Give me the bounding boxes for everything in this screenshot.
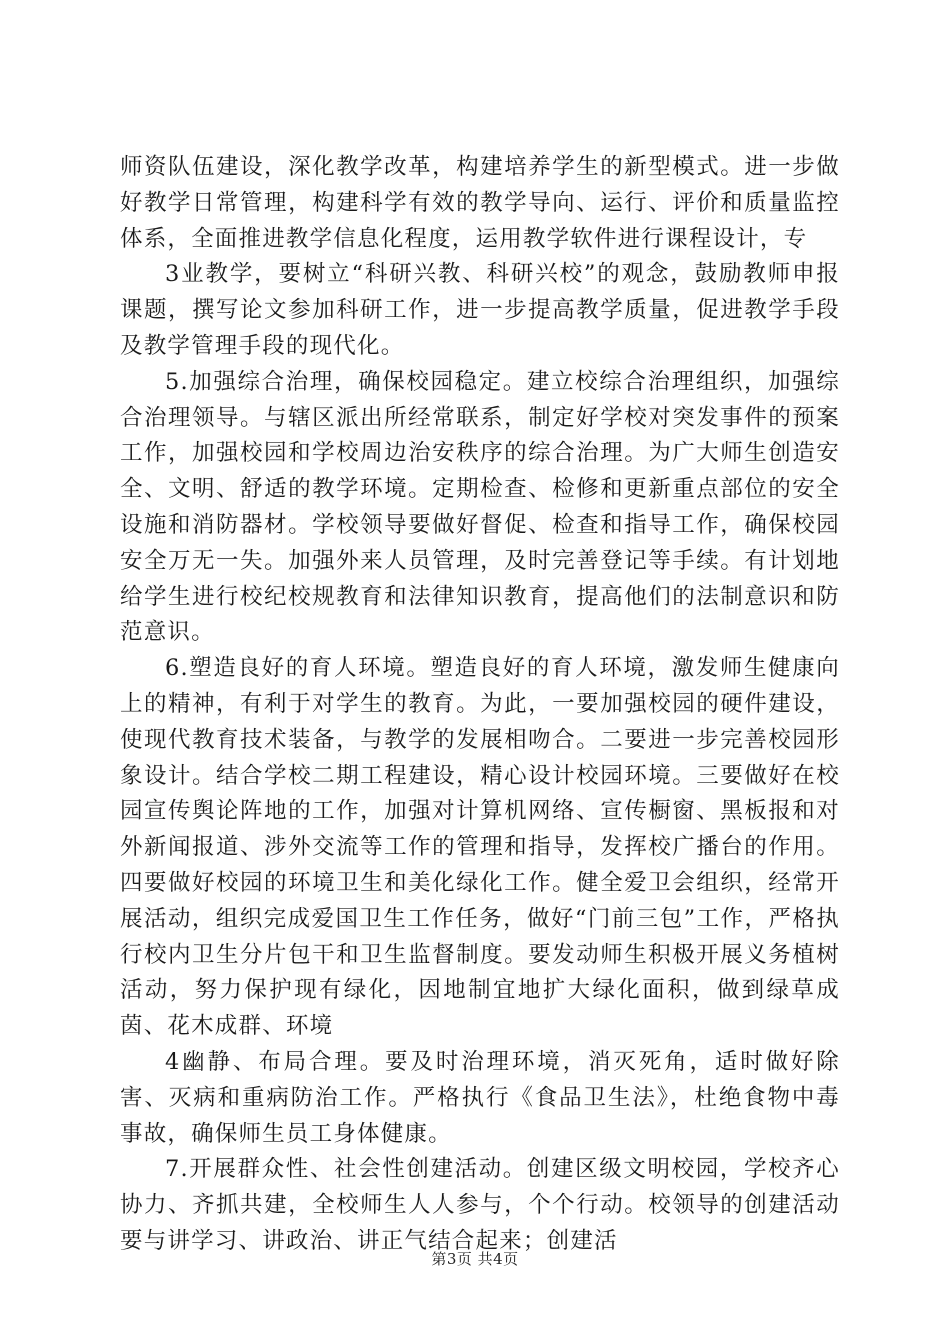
paragraph-research: 3业教学，要树立“科研兴教、科研兴校”的观念，鼓励教师申报课题，撰写论文参加科研工作，进一步提高教学质量，促进教学手段及教学管理手段的现代化。: [120, 261, 840, 359]
paragraph-continuation: 师资队伍建设，深化教学改革，构建培养学生的新型模式。进一步做好教学日常管理，构建科学有效的教学导向、运行、评价和质量监控体系，全面推进教学信息化程度，运用教学软件进行课程设计，专: [120, 154, 840, 252]
page-footer: 第3页 共4页: [431, 1250, 519, 1268]
paragraph-item-6: 6.塑造良好的育人环境。塑造良好的育人环境，激发师生健康向上的精神，有利于对学生的教育。为此，一要加强校园的硬件建设，使现代教育技术装备，与教学的发展相吻合。二要进一步完善校园形象设计。结合学校二期工程建设，精心设计校园环境。三要做好在校园宣传舆论阵地的工作，加强对计算机网络、宣传橱窗、黑板报和对外新闻报道、涉外交流等工作的管理和指导，发挥校广播台的作用。四要做好校园的环境卫生和美化绿化工作。健全爱卫会组织，经常开展活动，组织完成爱国卫生工作任务，做好“门前三包”工作，严格执行校内卫生分片包干和卫生监督制度。要发动师生积极开展义务植树活动，努力保护现有绿化，因地制宜地扩大绿化面积，做到绿草成茵、花木成群、环境: [120, 655, 840, 1040]
paragraph-item-7: 7.开展群众性、社会性创建活动。创建区级文明校园，学校齐心协力、齐抓共建，全校师生人人参与，个个行动。校领导的创建活动要与讲学习、讲政治、讲正气结合起来；创建活: [120, 1156, 840, 1254]
paragraph-item-5: 5.加强综合治理，确保校园稳定。建立校综合治理组织，加强综合治理领导。与辖区派出所经常联系，制定好学校对突发事件的预案工作，加强校园和学校周边治安秩序的综合治理。为广大师生创造安全、文明、舒适的教学环境。定期检查、检修和更新重点部位的安全设施和消防器材。学校领导要做好督促、检查和指导工作，确保校园安全万无一失。加强外来人员管理，及时完善登记等手续。有计划地给学生进行校纪校规教育和法律知识教育，提高他们的法制意识和防范意识。: [120, 368, 840, 646]
document-body: [120, 150, 840, 1260]
paragraph-environment: 4幽静、布局合理。要及时治理环境，消灭死角，适时做好除害、灭病和重病防治工作。严格执行《食品卫生法》，杜绝食物中毒事故，确保师生员工身体健康。: [120, 1048, 840, 1147]
